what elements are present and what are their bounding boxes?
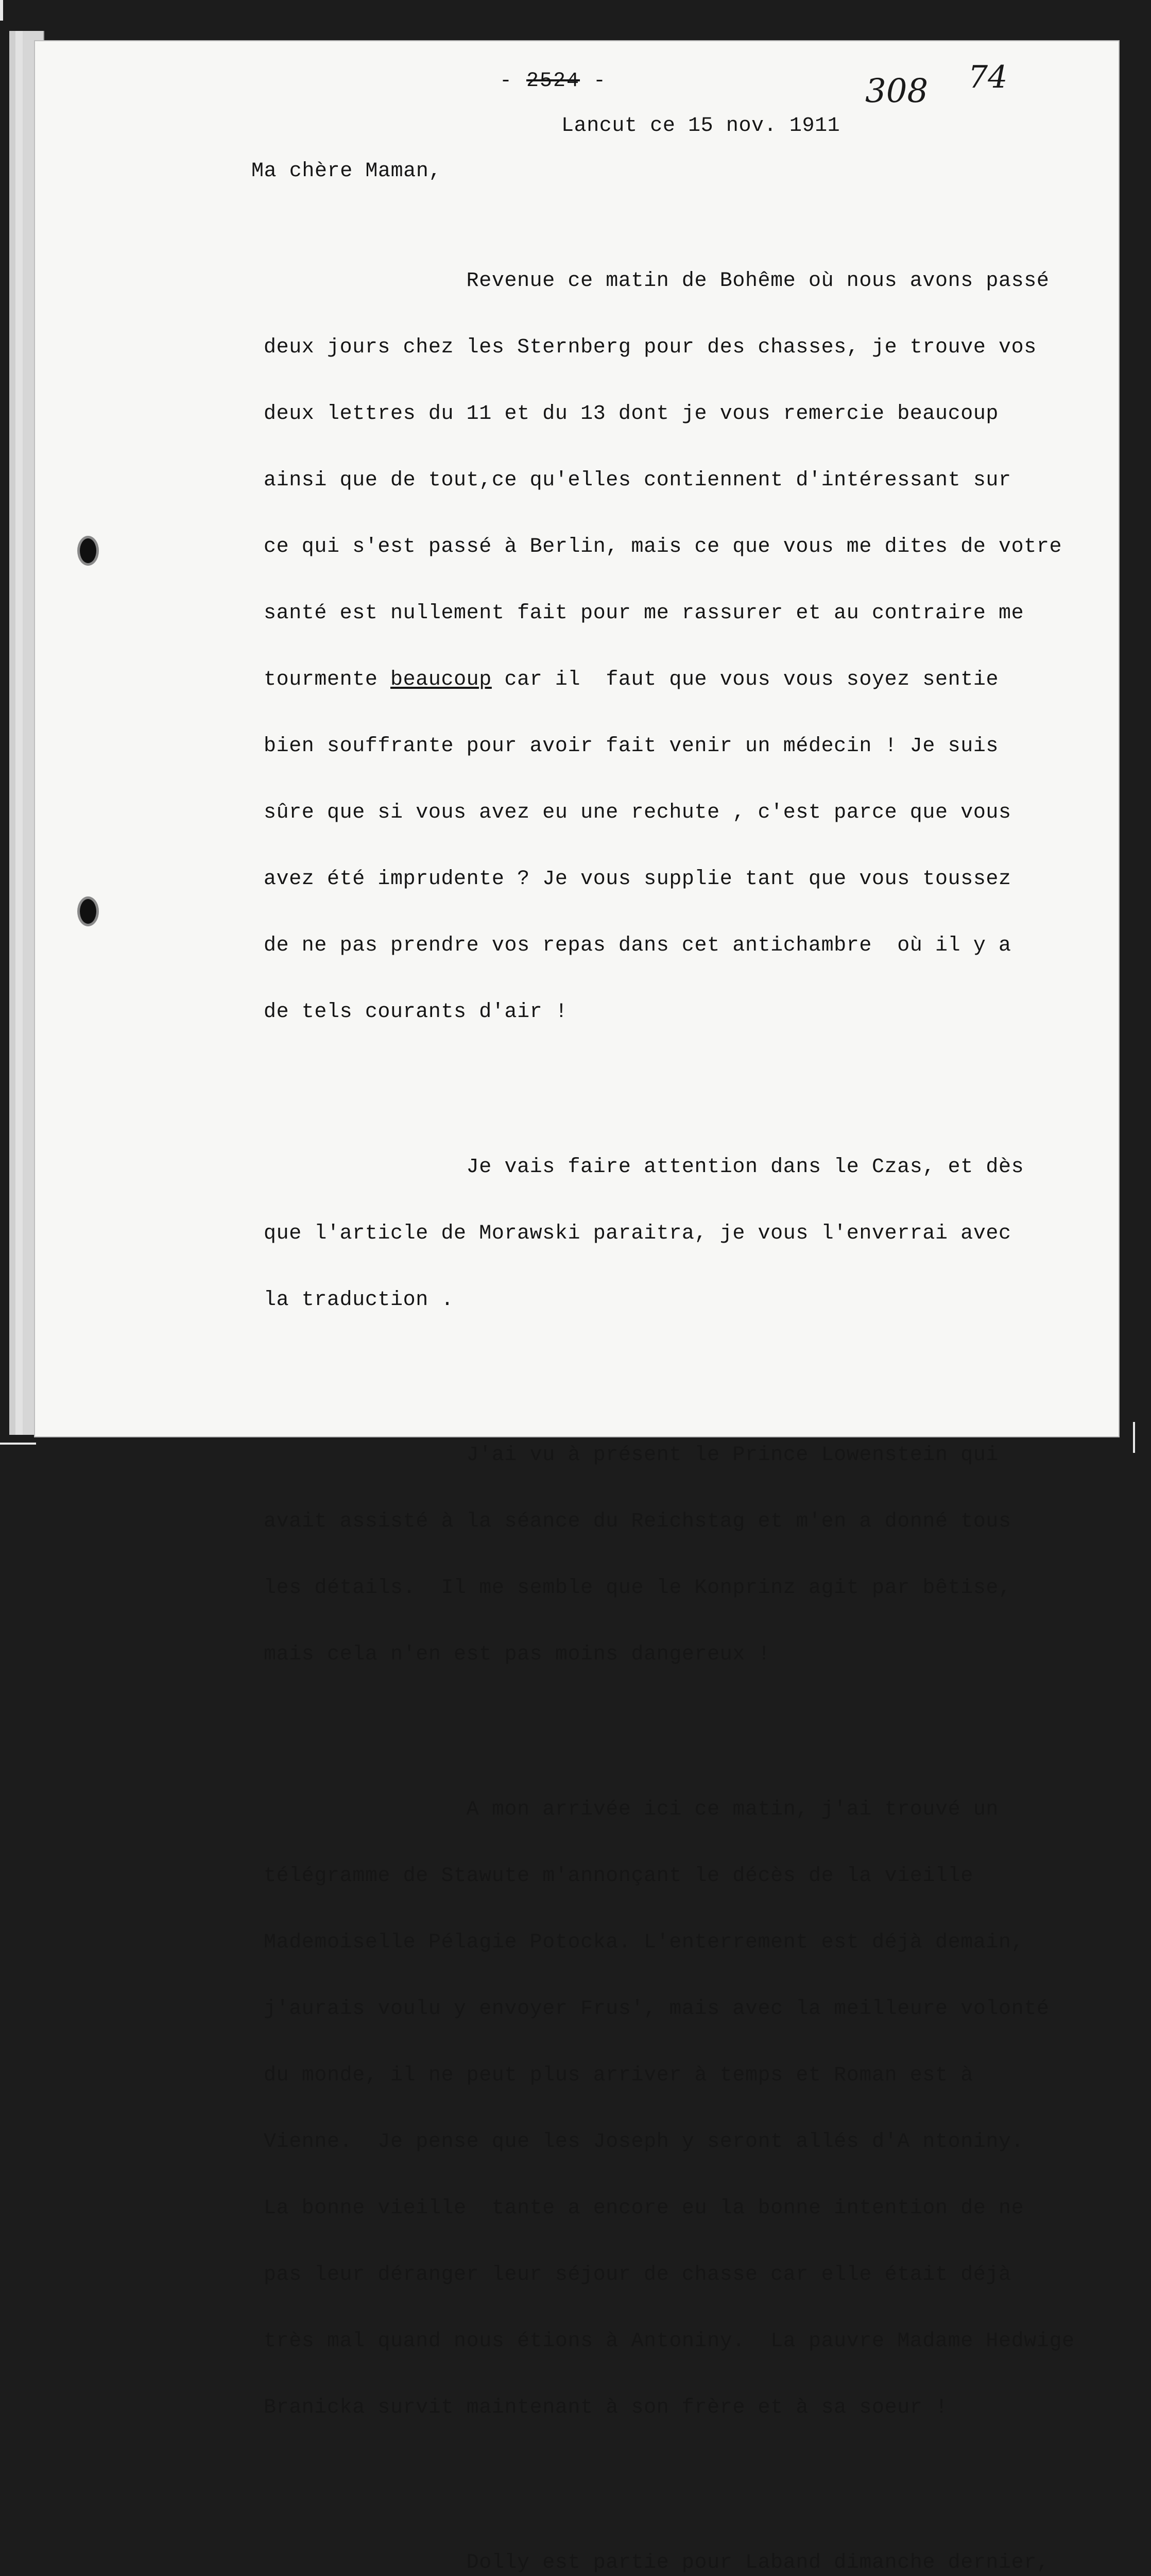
page-number-value: 2524	[526, 70, 580, 93]
text-line: Revenue ce matin de Bohême où nous avons passé	[264, 269, 1050, 293]
text-line: que l'article de Morawski paraitra, je vous l'enverrai avec	[264, 1222, 1011, 1245]
text-line: de tels courants d'air !	[264, 1001, 568, 1024]
text-line: bien souffrante pour avoir fait venir un médecin ! Je suis	[264, 735, 999, 758]
punch-hole-upper	[77, 536, 99, 566]
text-line: ce qui s'est passé à Berlin, mais ce que vous me dites de votre	[264, 535, 1062, 558]
text-line: avait assisté à la séance du Reichstag et m'en a donné tous	[264, 1510, 1011, 1533]
letter-salutation: Ma chère Maman,	[251, 160, 442, 183]
text-line: santé est nullement fait pour me rassurer et au contraire me	[264, 602, 1024, 625]
text-line: Dolly est partie pour Laband dimanche dernier,	[264, 2551, 1050, 2574]
crop-mark	[1133, 1422, 1135, 1453]
text-line: deux jours chez les Sternberg pour des chasses, je trouve vos	[264, 336, 1037, 359]
text-line: j'aurais voulu y envoyer Frus', mais avec la meilleure volonté	[264, 1997, 1050, 2021]
crop-mark	[0, 1443, 36, 1445]
text-line: Mademoiselle Pélagie Potocka. L'enterrement est déjà demain,	[264, 1931, 1024, 1954]
text-line: de ne pas prendre vos repas dans cet antichambre où il y a	[264, 934, 1011, 957]
text-line: Vienne. Je pense que les Joseph y seront allés d'A ntoniny.	[264, 2130, 1024, 2154]
text-line: deux lettres du 11 et du 13 dont je vous remercie beaucoup	[264, 402, 999, 426]
text-line: tourmente beaucoup car il faut que vous vous soyez sentie	[264, 668, 999, 691]
text-line: télégramme de Stawute m'annonçant le décès de la vieille	[264, 1865, 973, 1888]
text-line: Je vais faire attention dans le Czas, et dès	[264, 1156, 1024, 1179]
folio-number-handwritten: 308	[865, 72, 929, 110]
text-line: sûre que si vous avez eu une rechute , c'est parce que vous	[264, 801, 1011, 824]
text-line: mais cela n'en est pas moins dangereux !	[264, 1643, 771, 1666]
folio-number-handwritten-secondary: 74	[968, 59, 1008, 95]
letter-paragraphs	[264, 204, 1075, 2576]
crop-mark	[0, 0, 3, 21]
letter-dateline: Lancut ce 15 nov. 1911	[561, 114, 840, 138]
text-line: la traduction .	[264, 1289, 454, 1312]
underlined-word: beaucoup	[390, 668, 492, 691]
page-number: - 2524 -	[500, 70, 607, 93]
punch-hole-lower	[77, 896, 99, 926]
text-line: du monde, il ne peut plus arriver à temps et Roman est à	[264, 2064, 973, 2087]
text-line: les détails. Il me semble que le Konprinz agit par bêtise,	[264, 1577, 1011, 1600]
text-line: Branicka survit maintenant à son frère et à sa soeur !	[264, 2396, 948, 2419]
text-line: ainsi que de tout,ce qu'elles contiennent d'intéressant sur	[264, 469, 1011, 492]
text-line: J'ai vu à présent le Prince Lowenstein qui	[264, 1444, 999, 1467]
text-line: avez été imprudente ? Je vous supplie tant que vous toussez	[264, 868, 1011, 891]
text-line: A mon arrivée ici ce matin, j'ai trouvé un	[264, 1798, 999, 1821]
text-line: La bonne vieille tante a encore eu la bonne intention de ne	[264, 2197, 1024, 2220]
text-line: pas leur déranger leur séjour de chasse car elle était déjà	[264, 2263, 1011, 2286]
text-line: très mal quand nous étions à Antoniny. La pauvre Madame Hedwige	[264, 2330, 1075, 2353]
